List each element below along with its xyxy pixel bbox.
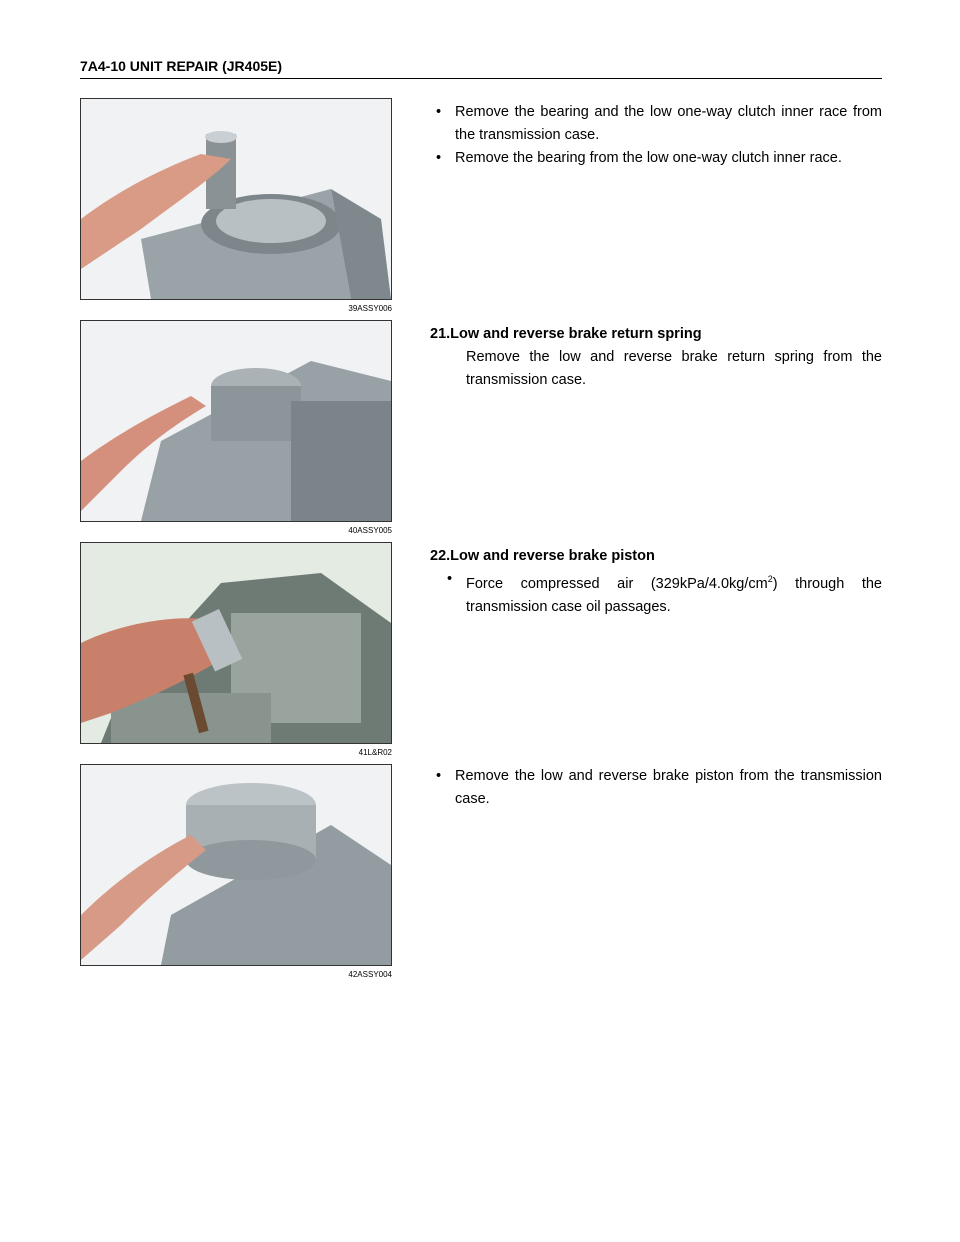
step-title: 22.Low and reverse brake piston (430, 548, 655, 564)
photo-compressed-air (80, 542, 392, 744)
section-4-text (430, 765, 882, 811)
bullet-icon: • (447, 571, 453, 587)
figure-39assy006 (80, 98, 392, 313)
figure-caption: 42ASSY004 (348, 970, 392, 979)
page-title: 7A4-10 UNIT REPAIR (JR405E) (80, 58, 283, 74)
photo-remove-piston (80, 764, 392, 966)
figure-42assy004 (80, 764, 392, 979)
page-header (80, 56, 882, 79)
photo-return-spring (80, 320, 392, 522)
bullet-icon: • (436, 104, 442, 120)
bullet-icon: • (436, 768, 442, 784)
figure-caption: 41L&R02 (358, 748, 392, 757)
photo-remove-bearing (80, 98, 392, 300)
bullet-item: • Force compressed air $(329kPa/4.0kg/cm^2)$ through the transmission case oil passages. (441, 568, 882, 619)
section-1-text (430, 101, 882, 170)
bullet-item: • Remove the bearing and the low one-way clutch inner race from the transmission case. (430, 101, 882, 147)
section-2-text (430, 323, 882, 392)
section-3-text (430, 545, 882, 619)
step-title: 21.Low and reverse brake return spring (430, 326, 702, 342)
step-body: Remove the low and reverse brake return spring from the transmission case. (466, 349, 882, 388)
figure-40assy005 (80, 320, 392, 535)
bullet-icon: • (436, 150, 442, 166)
figure-caption: 40ASSY005 (348, 526, 392, 535)
figure-41lr02 (80, 542, 392, 757)
bullet-item: • Remove the low and reverse brake piston from the transmission case. (430, 765, 882, 811)
figure-caption: 39ASSY006 (348, 304, 392, 313)
bullet-item: • Remove the bearing from the low one-way clutch inner race. (430, 147, 882, 170)
